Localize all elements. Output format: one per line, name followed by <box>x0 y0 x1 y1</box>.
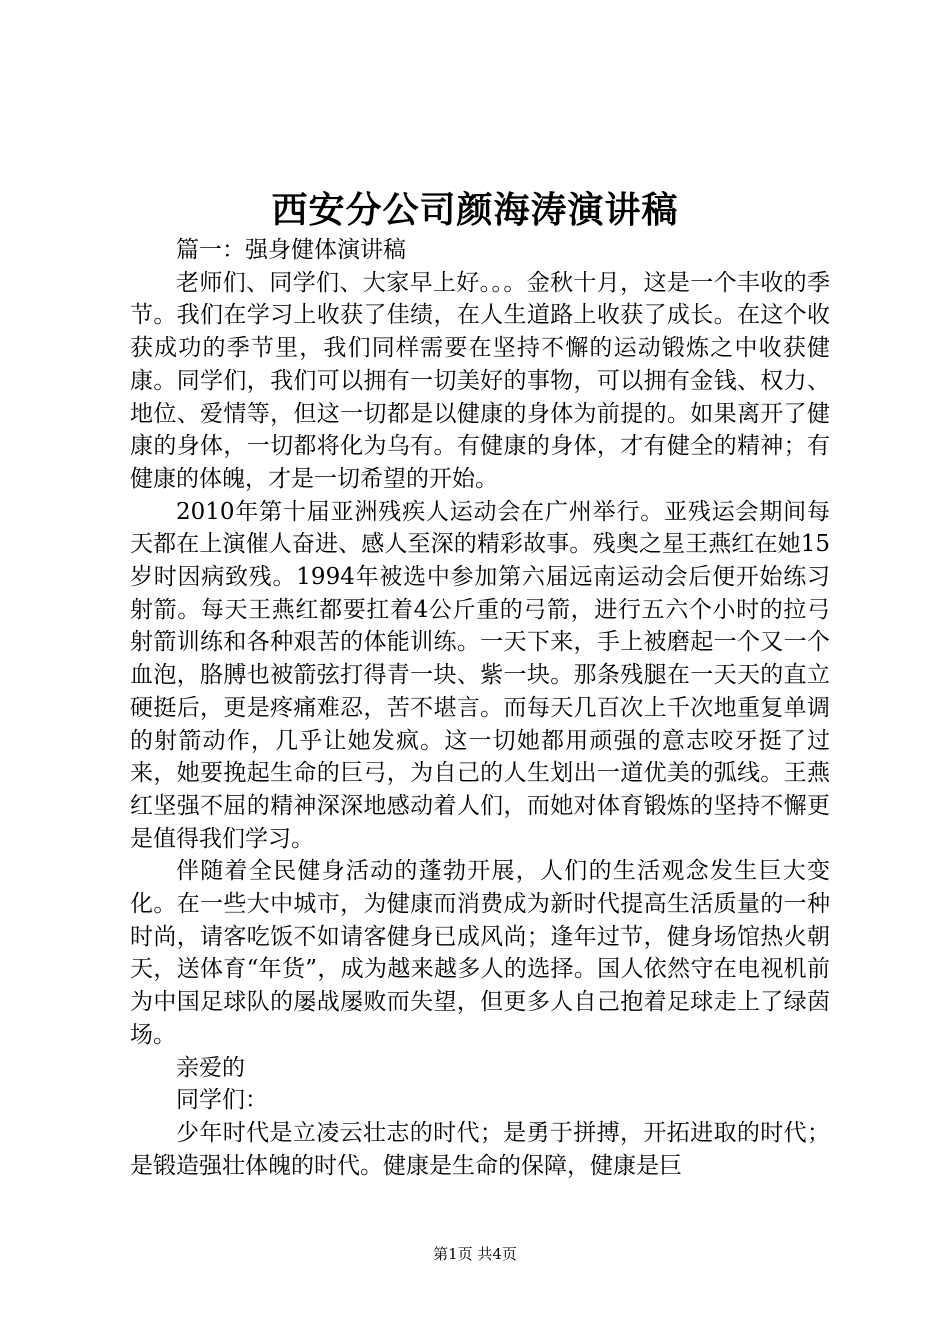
document-title: 西安分公司颜海涛演讲稿 <box>271 189 679 231</box>
paragraph: 2010年第十届亚洲残疾人运动会在广州举行。亚残运会期间每天都在上演催人奋进、感人至深的精彩故事。残奥之星王燕红在她15岁时因病致残。1994年被选中参加第六届远南运动会后便开始练习射箭。每天王燕红都要扛着4公斤重的弓箭，进行五六个小时的拉弓射箭训练和各种艰苦的体能训练。一天下来，手上被磨起一个又一个血泡，胳膊也被箭弦打得青一块、紫一块。那条残腿在一天天的直立硬挺后，更是疼痛难忍，苦不堪言。而每天几百次上千次地重复单调的射箭动作，几乎让她发疯。这一切她都用顽强的意志咬牙挺了过来，她要挽起生命的巨弓，为自己的人生划出一道优美的弧线。王燕红坚强不屈的精神深深地感动着人们，而她对体育锻炼的坚持不懈更是值得我们学习。 <box>130 498 830 852</box>
paragraph: 伴随着全民健身活动的蓬勃开展，人们的生活观念发生巨大变化。在一些大中城市，为健康而消费成为新时代提高生活质量的一种时尚，请客吃饭不如请客健身已成风尚；逢年过节，健身场馆热火朝天，送体育“年货”，成为越来越多人的选择。国人依然守在电视机前为中国足球队的屡战屡败而失望，但更多人自己抱着足球走上了绿茵场。 <box>130 858 830 1048</box>
page-footer: 第1页 共4页 <box>433 1245 517 1263</box>
paragraph: 亲爱的 <box>176 1054 245 1081</box>
paragraph: 老师们、同学们、大家早上好。。。金秋十月，这是一个丰收的季节。我们在学习上收获了佳绩，在人生道路上收获了成长。在这个收获成功的季节里，我们同样需要在坚持不懈的运动锻炼之中收获健康。同学们，我们可以拥有一切美好的事物，可以拥有金钱、权力、地位、爱情等，但这一切都是以健康的身体为前提的。如果离开了健康的身体，一切都将化为乌有。有健康的身体，才有健全的精神；有健康的体魄，才是一切希望的开始。 <box>130 269 830 492</box>
paragraph: 少年时代是立凌云壮志的时代；是勇于拼搏，开拓进取的时代；是锻造强壮体魄的时代。健康是生命的保障，健康是巨 <box>130 1119 830 1179</box>
paragraph: 同学们： <box>176 1087 268 1114</box>
document-body <box>130 234 830 1182</box>
section-heading: 篇一：强身健体演讲稿 <box>176 237 406 263</box>
